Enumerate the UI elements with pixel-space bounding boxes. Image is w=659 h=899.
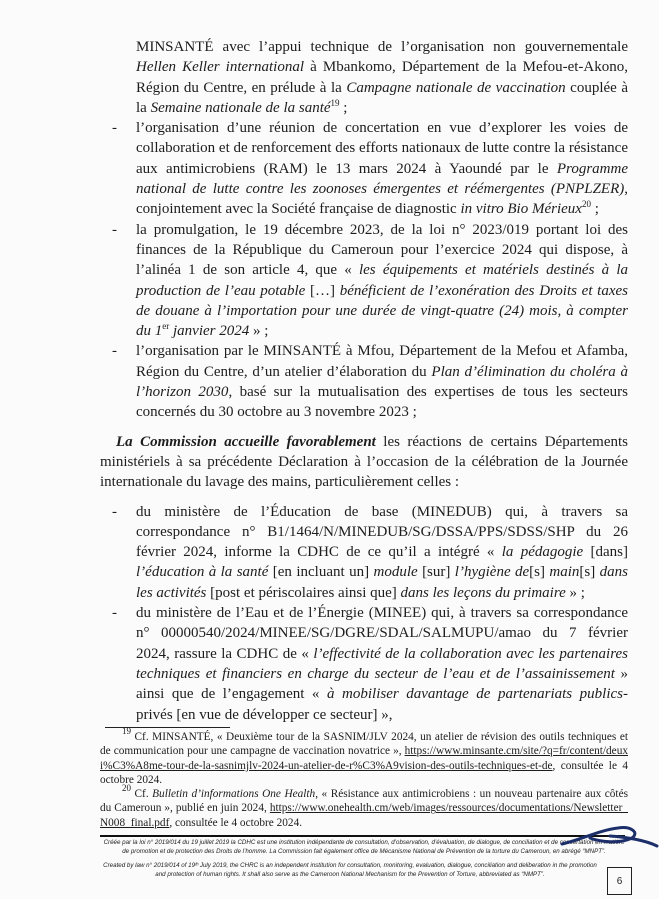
italic-text: l’effectivité de la collaboration avec les partenaires techniques et financiers en charge du secteur de l’eau et de l’assainissement (136, 645, 628, 682)
text: couplée à (565, 79, 628, 96)
text: , basé sur la mutualisation des expertises de tous les secteurs concernés du 30 octobre au 3 novembre 2023 ; (136, 384, 628, 421)
text: privés [en vue de développer ce secteur] », (136, 706, 393, 723)
body-text (100, 37, 628, 725)
footnotes (100, 726, 628, 830)
bullet-dash-icon: - (112, 120, 117, 137)
commission-paragraph (100, 432, 628, 493)
italic-text: dans les leçons du primaire (400, 584, 566, 601)
text: Cf. MINSANTÉ, « Deuxième tour de la SASNIM/JLV 2024, un atelier de révision des outils techniques et de communication pour une campagne de vaccination novatrice », (100, 731, 628, 758)
bullet-item (100, 603, 628, 725)
footer-french: Créée par la loi n° 2019/014 du 19 juillet 2019 la CDHC est une institution indépendante de consultation, d’observation, d’évaluation, de dialogue, de conciliation et de concertation en matière de promotion et de protection des Droits de l’homme. La Commission fait également office de Mécanisme National de Prévention de la torture du Cameroun, en abrégé “MNPT”. (103, 839, 625, 855)
italic-text: Plan d’élimination du choléra à l’horizon 2030 (136, 363, 628, 401)
italic-text: à mobiliser davantage de partenariats publics- (326, 686, 628, 703)
bullet-dash-icon: - (112, 605, 117, 622)
bullet-dash-icon: - (112, 343, 117, 360)
text: la promulgation, le 19 décembre 2023, de la loi n° 2023/019 portant loi des finances de la République du Cameroun pour l’exercice 2024 qui dispose, à l’alinéa 1 de son article 4, que « (136, 221, 628, 279)
text: [s] (529, 564, 550, 581)
italic-text: la pédagogie (501, 544, 584, 561)
text: [post et périscolaires ainsi que] (206, 584, 401, 601)
text: [en incluant un] (268, 564, 374, 581)
page-number: 6 (607, 867, 632, 895)
bullet-item (100, 118, 628, 219)
text: [dans] (583, 544, 628, 561)
text: » ; (565, 584, 585, 601)
text: du ministère de l’Eau et de l’Énergie (MINEE) qui, à travers sa correspondance n° 00000540/2024/MINEE/SG/DGRE/SDAL/SALMUPU/amao du 7 février 2024, rassure la CDHC de « (136, 605, 628, 662)
text: [s] (579, 564, 600, 581)
text: , « Résistance aux antimicrobiens : un nouveau partenaire aux côtés du Cameroun », publié en juin 2024, (100, 788, 628, 815)
text: ; (590, 201, 599, 218)
italic-text: l’éducation à la santé (136, 564, 269, 581)
italic-text: in vitro Bio Mérieux (460, 201, 582, 218)
italic-text: main (549, 564, 580, 581)
footnote-number: 20 (122, 783, 131, 794)
text: Région du Centre, en prélude à la (136, 79, 347, 96)
bullet-continuation (100, 37, 628, 118)
text: , consultée le 4 octobre 2024. (100, 759, 628, 786)
footnote-link[interactable]: https://www.minsante.cm/site/?q=fr/content/deuxi%C3%A8me-tour-de-la-sasnimjlv-2024-un-atelier-de-r%C3%A9vision-des-outils-techniques-et-de (100, 745, 628, 772)
italic-text: dans les activités (136, 564, 629, 601)
text: [sur] (417, 564, 455, 581)
footnote-20 (100, 783, 628, 830)
footnote-number: 19 (122, 726, 131, 736)
text: , consultée le 4 octobre 2024. (169, 816, 303, 829)
footnote-link[interactable]: https://www.onehealth.cm/web/images/ressources/documentations/Newsletter_N008_final.pdf (100, 802, 628, 829)
text: l’organisation par le MINSANTÉ à Mfou, Département de la Mefou et Afamba, Région du Centre, d’un atelier d’élaboration du (136, 343, 628, 380)
italic-text: module (373, 564, 418, 581)
footnote-ref-19[interactable]: 19 (330, 97, 340, 108)
text: , conjointement avec la Société française de diagnostic (136, 181, 628, 218)
text: ; (339, 99, 348, 116)
italic-text: l’hygiène de (454, 564, 530, 581)
italic-text: Bulletin d’informations One Health (152, 788, 316, 801)
bullet-dash-icon: - (112, 503, 117, 520)
footer-english: Created by law n° 2019/014 of 19ᵗʰ July 2019, the CHRC is an independent institution for consultation, monitoring, evaluation, dialogue, conciliation and deliberation in the promotion and protection of human rights. It shall also serve as the Cameroon National Mechanism for the Prevention of Torture, abbreviated as “NMPT”. (103, 862, 597, 878)
text: du ministère de l’Éducation de base (MINEDUB) qui, à travers sa correspondance n° B1/1464/N/MINEDUB/SG/DSSA/PPS/SDSS/SHP du 26 février 2024, informe la CDHC de ce qu’il a intégré « (136, 503, 628, 561)
footnote-19 (100, 726, 628, 787)
footnote-ref-20[interactable]: 20 (581, 199, 591, 210)
italic-text: les équipements et matériels destinés à la production de l’eau potable (136, 262, 628, 299)
text: MINSANTÉ avec l’appui technique de l’organisation non gouvernementale (136, 39, 628, 55)
italic-text: janvier 2024 (169, 323, 250, 340)
bullet-item (100, 220, 628, 342)
bullet-dash-icon: - (112, 221, 117, 238)
text: à Mbankomo, Département de la Mefou-et-Akono, (304, 59, 629, 76)
text: […] (305, 282, 340, 299)
text: la (136, 99, 151, 116)
text: » ; (249, 323, 269, 340)
text: Cf. (131, 788, 153, 801)
bold-italic-text: La Commission accueille favorablement (116, 433, 376, 450)
text: » ainsi que de l’engagement « (136, 665, 629, 703)
pen-scribble-icon (560, 822, 659, 852)
italic-text: Programme national de lutte contre les zoonoses émergentes et réémergentes (PNPLZER) (136, 160, 628, 198)
italic-text: Semaine nationale de la santé (150, 99, 331, 116)
italic-text: bénéficient de l’exonération des Droits et taxes de douane à l’importation pour une durée de vingt-quatre (24) mois, à compter du 1 (136, 282, 628, 340)
text: les réactions de certains Départements ministériels à sa précédente Déclaration à l’occasion de la célébration de la Journée internationale du lavage des mains, particulièrement celles : (100, 433, 628, 491)
bullet-item (100, 502, 628, 603)
text: l’organisation d’une réunion de concertation en vue d’explorer les voies de collaboration et de renforcement des efforts nationaux de lutte contre la résistance aux antimicrobiens (RAM) le 13 mars 2024 à Yaoundé par le (136, 120, 628, 177)
superscript: er (162, 321, 170, 332)
italic-text: Hellen Keller international (136, 59, 305, 76)
bullet-item (100, 341, 628, 422)
italic-text: Campagne nationale de vaccination (346, 79, 566, 96)
footer-separator (100, 835, 625, 837)
